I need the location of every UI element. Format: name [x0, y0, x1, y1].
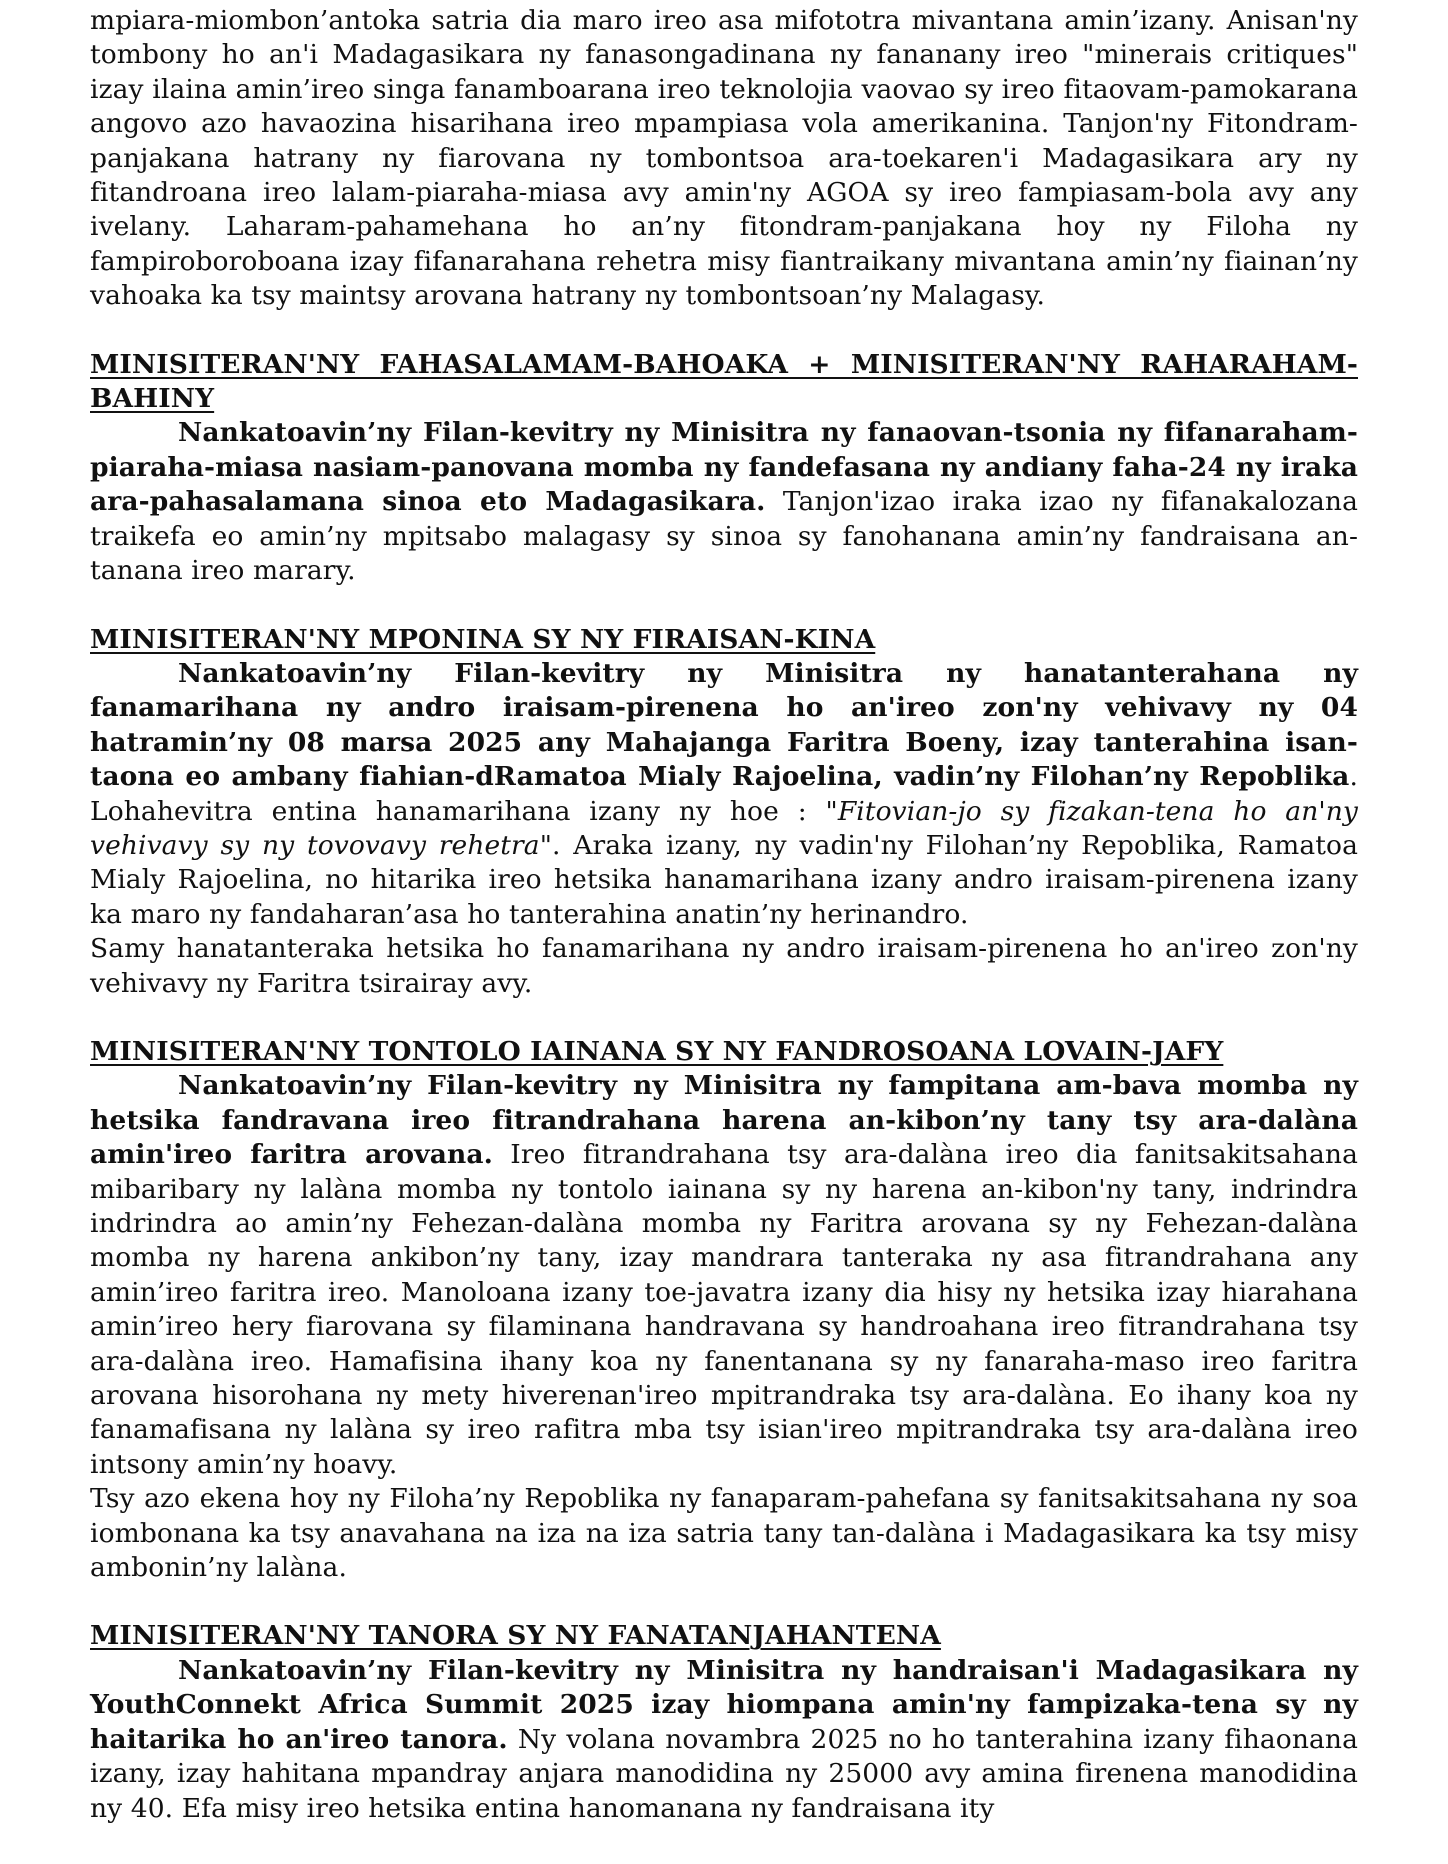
section-paragraph	[90, 1069, 1358, 1482]
decision-body-post: ". Araka izany, ny vadin'ny Filohan’ny Repoblika, Ramatoa Mialy Rajoelina, no hitarika ireo hetsika hanamarihana izany andro iraisam-pirenena izany ka maro ny fandaharan’asa ho tanterahina anatin’ny herinandro.	[90, 829, 1358, 930]
decision-lead: Nankatoavin’ny Filan-kevitry ny Minisitra ny handraisan'i Madagasikara ny YouthConnekt Africa Summit 2025 izay hiompana amin'ny fampizaka-tena sy ny haitarika ho an'ireo tanora.	[90, 1654, 1358, 1755]
section-extra-paragraph: Samy hanatanteraka hetsika ho fanamarihana ny andro iraisam-pirenena ho an'ireo zon'ny vehivavy ny Faritra tsirairay avy.	[90, 933, 1358, 999]
section-paragraph	[90, 657, 1358, 932]
decision-body: Ireo fitrandrahana tsy ara-dalàna ireo dia fanitsakitsahana mibaribary ny lalàna momba ny tontolo iainana sy ny harena an-kibon'ny tany, indrindra indrindra ao amin’ny Fehezan-dalàna momba ny Faritra arovana sy ny Fehezan-dalàna momba ny harena ankibon’ny tany, izay mandrara tanteraka ny asa fitrandrahana any amin’ireo faritra ireo. Manoloana izany toe-javatra izany dia hisy ny hetsika izay hiarahana amin’ireo hery fiarovana sy filaminana handravana sy handroahana ireo fitrandrahana tsy ara-dalàna ireo. Hamafisina ihany koa ny fanentanana sy ny fanaraha-maso ireo faritra arovana hisorohana ny mety hiverenan'ireo mpitrandraka tsy ara-dalàna. Eo ihany koa ny fanamafisana ny lalàna sy ireo rafitra mba tsy isian'ireo mpitrandraka tsy ara-dalàna ireo intsony amin’ny hoavy.	[90, 1139, 1358, 1480]
section-environment	[90, 1035, 1358, 1586]
theme-quote: Fitovian-jo sy fizakan-tena ho an'ny vehivavy sy ny tovovavy rehetra	[90, 795, 1358, 861]
section-heading: MINISITERAN'NY FAHASALAMAM-BAHOAKA + MINISITERAN'NY RAHARAHAM-BAHINY	[90, 348, 1358, 415]
section-paragraph	[90, 1654, 1358, 1826]
decision-lead-end: .	[1349, 761, 1358, 793]
section-paragraph	[90, 416, 1358, 588]
section-health-foreign-affairs	[90, 348, 1358, 589]
decision-lead: Nankatoavin’ny Filan-kevitry ny Minisitra ny fanaovan-tsonia ny fifanaraham-piaraha-miasa nasiam-panovana momba ny fandefasana ny andiany faha-24 ny iraka ara-pahasalamana sinoa eto Madagasikara.	[90, 417, 1358, 518]
section-heading: MINISITERAN'NY TONTOLO IAINANA SY NY FANDROSOANA LOVAIN-JAFY	[90, 1035, 1224, 1067]
decision-body: Ny volana novambra 2025 no ho tanterahina izany fihaonana izany, izay hahitana mpandray anjara manodidina ny 25000 avy amina firenena manodidina ny 40. Efa misy ireo hetsika entina hanomanana ny fandraisana ity	[90, 1723, 1358, 1824]
section-population-solidarity	[90, 623, 1358, 1001]
section-heading: MINISITERAN'NY TANORA SY NY FANATANJAHANTENA	[90, 1620, 941, 1652]
decision-lead: Nankatoavin’ny Filan-kevitry ny Minisitra ny hanatanterahana ny fanamarihana ny andro iraisam-pirenena ho an'ireo zon'ny vehivavy ny 04 hatramin’ny 08 marsa 2025 any Mahajanga Faritra Boeny, izay tanterahina isan-taona eo ambany fiahian-dRamatoa Mialy Rajoelina, vadin’ny Filohan’ny Repoblika	[90, 657, 1358, 793]
decision-body: Tanjon'izao iraka izao ny fifanakalozana traikefa eo amin’ny mpitsabo malagasy sy sinoa sy fanohanana amin’ny fandraisana an-tanana ireo marary.	[90, 486, 1358, 587]
intro-paragraph: mpiara-miombon’antoka satria dia maro ireo asa mifototra mivantana amin’izany. Anisan'ny tombony ho an'i Madagasikara ny fanasongadinana ny fananany ireo "minerais critiques" izay ilaina amin’ireo singa fanamboarana ireo teknolojia vaovao sy ireo fitaovam-pamokarana angovo azo havaozina hisarihana ireo mpampiasa vola amerikanina. Tanjon'ny Fitondram-panjakana hatrany ny fiarovana ny tombontsoa ara-toekaren'i Madagasikara ary ny fitandroana ireo lalam-piaraha-miasa avy amin'ny AGOA sy ireo fampiasam-bola avy any ivelany. Laharam-pahamehana ho an’ny fitondram-panjakana hoy ny Filoha ny fampiroboroboana izay fifanarahana rehetra misy fiantraikany mivantana amin’ny fiainan’ny vahoaka ka tsy maintsy arovana hatrany ny tombontsoan’ny Malagasy.	[90, 5, 1358, 312]
decision-lead: Nankatoavin’ny Filan-kevitry ny Minisitra ny fampitana am-bava momba ny hetsika fandravana ireo fitrandrahana harena an-kibon’ny tany tsy ara-dalàna amin'ireo faritra arovana.	[90, 1070, 1358, 1171]
section-youth-sports	[90, 1619, 1358, 1825]
section-heading: MINISITERAN'NY MPONINA SY NY FIRAISAN-KINA	[90, 623, 876, 655]
section-extra-paragraph: Tsy azo ekena hoy ny Filoha’ny Repoblika ny fanaparam-pahefana sy fanitsakitsahana ny soa iombonana ka tsy anavahana na iza na iza satria tany tan-dalàna i Madagasikara ka tsy misy ambonin’ny lalàna.	[90, 1483, 1358, 1584]
document-page	[90, 4, 1358, 1826]
decision-body-pre: Lohahevitra entina hanamarihana izany ny hoe : "	[90, 795, 838, 827]
